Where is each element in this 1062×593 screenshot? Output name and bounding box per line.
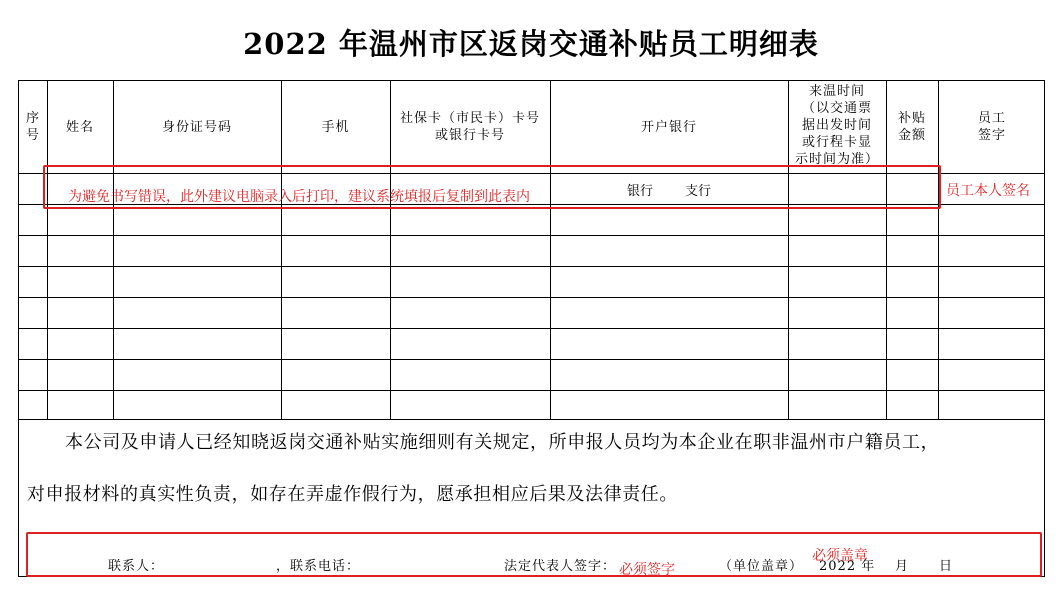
contact-label: 联系人： [108, 559, 165, 574]
row-divider [19, 359, 1044, 360]
row-divider [19, 266, 1044, 267]
header-seq: 序 号 [25, 111, 40, 143]
must-sign-annotation: 必须签字 [619, 562, 675, 578]
month-label: 月 [895, 559, 910, 574]
row-divider [19, 328, 1044, 329]
header-phone: 手机 [321, 119, 350, 135]
declaration-line-1: 本公司及申请人已经知晓返岗交通补贴实施细则有关规定，所申报人员均为本企业在职非温州市户籍员工， [65, 432, 940, 453]
header-subsidy: 补贴 金额 [897, 111, 926, 143]
row-divider [19, 390, 1044, 391]
header-arrival-time: 来温时间 （以交通票 据出发时间 或行程卡显 示时间为准） [794, 84, 879, 167]
must-seal-annotation: 必须盖章 [812, 548, 868, 564]
page-title: 2022 年温州市区返岗交通补贴员工明细表 [243, 27, 819, 61]
header-bank: 开户银行 [640, 119, 697, 135]
legal-rep-label: 法定代表人签字： [504, 559, 617, 574]
note-annotation: 为避免书写错误，此外建议电脑录入后打印，建议系统填报后复制到此表内 [68, 189, 530, 205]
row-divider [19, 235, 1044, 236]
row-divider [19, 297, 1044, 298]
form-table [18, 80, 1045, 577]
declaration-line-2: 对申报材料的真实性负责，如存在弄虚作假行为，愿承担相应后果及法律责任。 [27, 484, 678, 505]
header-id-number: 身份证号码 [161, 119, 232, 135]
header-name: 姓名 [65, 119, 94, 135]
employee-sign-annotation: 员工本人签名 [946, 183, 1030, 199]
contact-phone-label: ，联系电话： [276, 559, 361, 574]
row-divider [19, 419, 1044, 420]
bank-label: 银行 [626, 183, 653, 199]
branch-label: 支行 [685, 183, 712, 199]
declaration-text [19, 429, 1046, 508]
year-label: 2022 年 [819, 559, 876, 574]
seal-label: （单位盖章） [719, 559, 804, 574]
header-signature: 员工 签字 [977, 111, 1006, 143]
header-card-number: 社保卡（市民卡）卡号 或银行卡号 [399, 111, 540, 143]
day-label: 日 [939, 559, 954, 574]
footer-highlight-box [26, 532, 1042, 577]
